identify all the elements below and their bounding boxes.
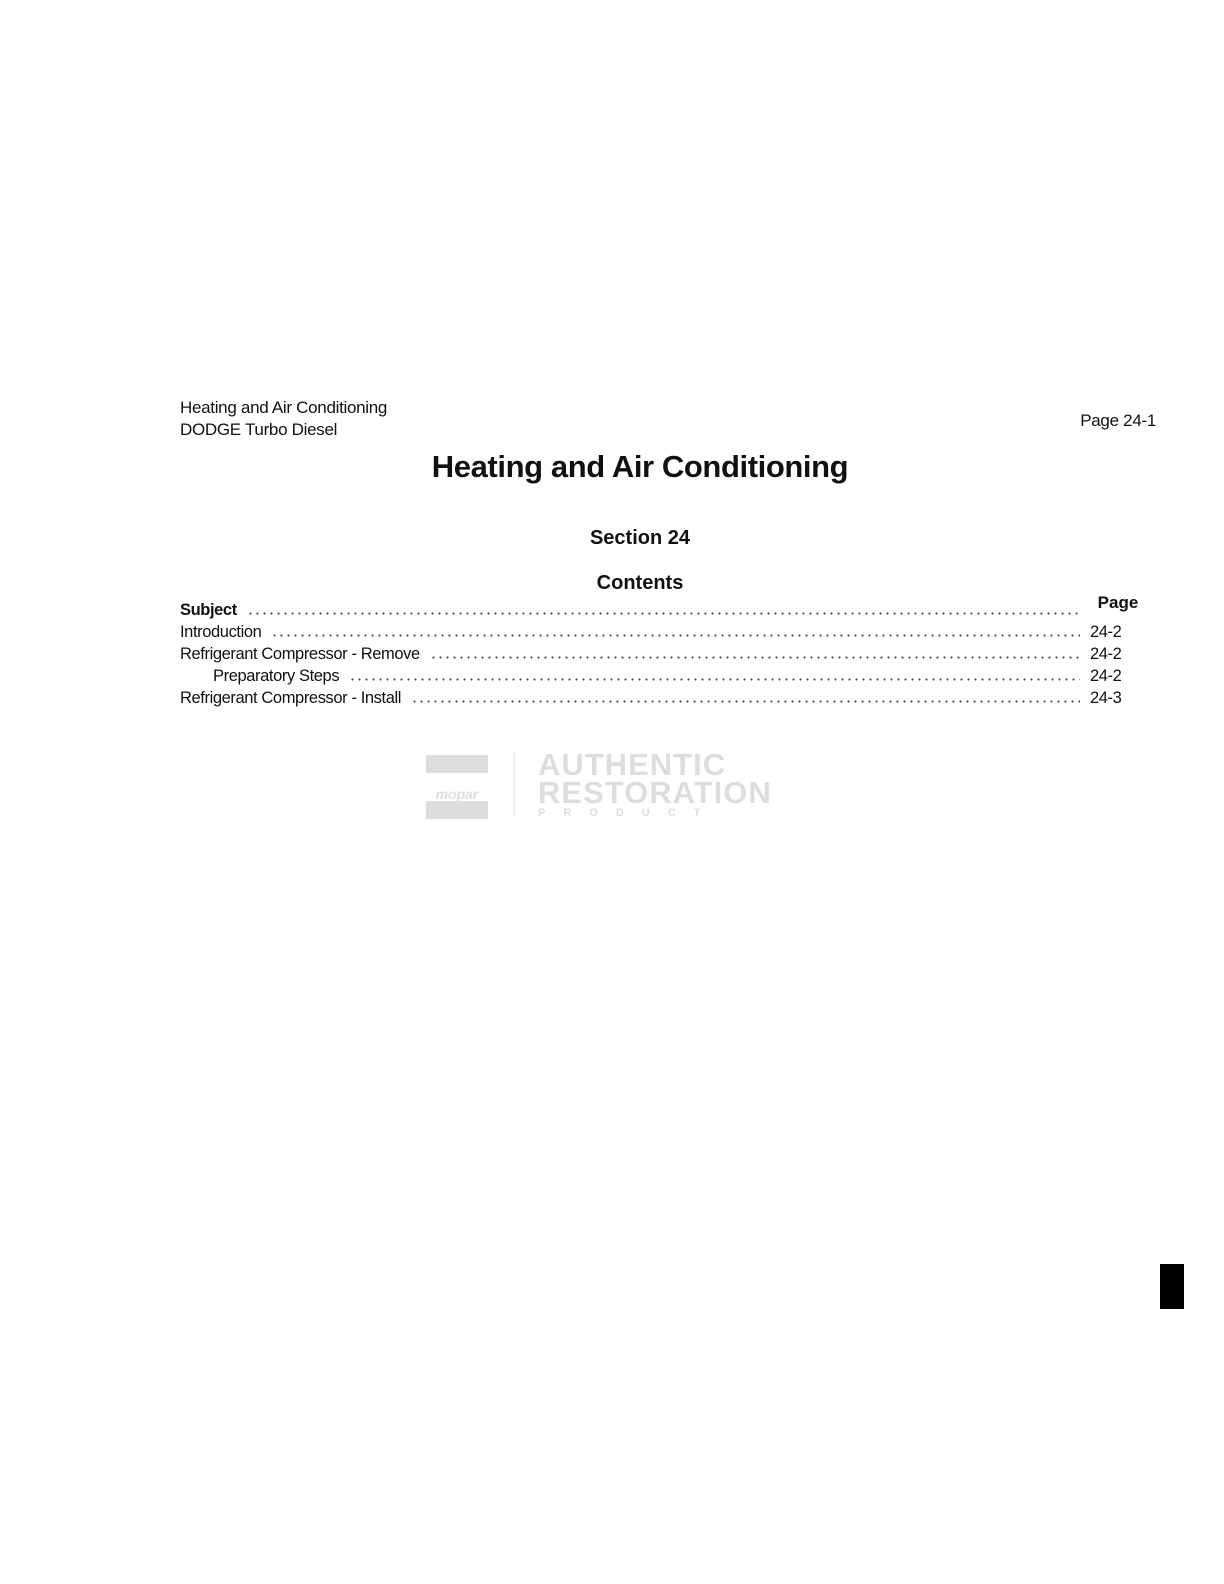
section-edge-tab [1160, 1264, 1184, 1309]
toc-entry-page: 24-2 [1090, 645, 1122, 663]
mopar-logo [426, 755, 488, 819]
running-header [180, 397, 387, 441]
toc-entry-title: Subject [180, 601, 237, 619]
toc-row-subject [180, 601, 1140, 623]
page-number: Page 24-1 [1080, 411, 1156, 430]
dot-leader [271, 634, 1080, 637]
header-chapter: Heating and Air Conditioning [180, 398, 388, 417]
watermark-divider [513, 751, 515, 817]
toc-entry-title: Preparatory Steps [213, 667, 340, 685]
toc-row-compressor-remove [180, 645, 1140, 667]
mopar-wordmark: mopar [435, 786, 479, 802]
toc-page-column-header: Page [1097, 593, 1139, 612]
toc-entry-title: Refrigerant Compressor - Install [180, 689, 402, 707]
header-vehicle: DODGE Turbo Diesel [180, 420, 338, 439]
section-title: Section 24 [589, 527, 691, 549]
watermark-line-2: RESTORATION [538, 775, 772, 810]
toc-entry-page: 24-3 [1090, 689, 1122, 707]
contents-heading: Contents [596, 572, 684, 594]
toc-row-compressor-install [180, 689, 1140, 711]
page-title: Heating and Air Conditioning [431, 449, 849, 484]
table-of-contents [180, 601, 1140, 711]
watermark-line-1: AUTHENTIC [538, 747, 727, 782]
dot-leader [247, 612, 1080, 615]
toc-row-introduction [180, 623, 1140, 645]
watermark [426, 745, 790, 821]
toc-entry-page: 24-2 [1090, 667, 1122, 685]
toc-entry-page: 24-2 [1090, 623, 1122, 641]
watermark-line-3: PRODUCT [538, 807, 719, 819]
dot-leader [430, 656, 1080, 659]
dot-leader [411, 700, 1080, 703]
dot-leader [349, 678, 1080, 681]
toc-row-preparatory-steps [180, 667, 1140, 689]
toc-entry-title: Introduction [180, 623, 262, 641]
toc-entry-title: Refrigerant Compressor - Remove [180, 645, 420, 663]
